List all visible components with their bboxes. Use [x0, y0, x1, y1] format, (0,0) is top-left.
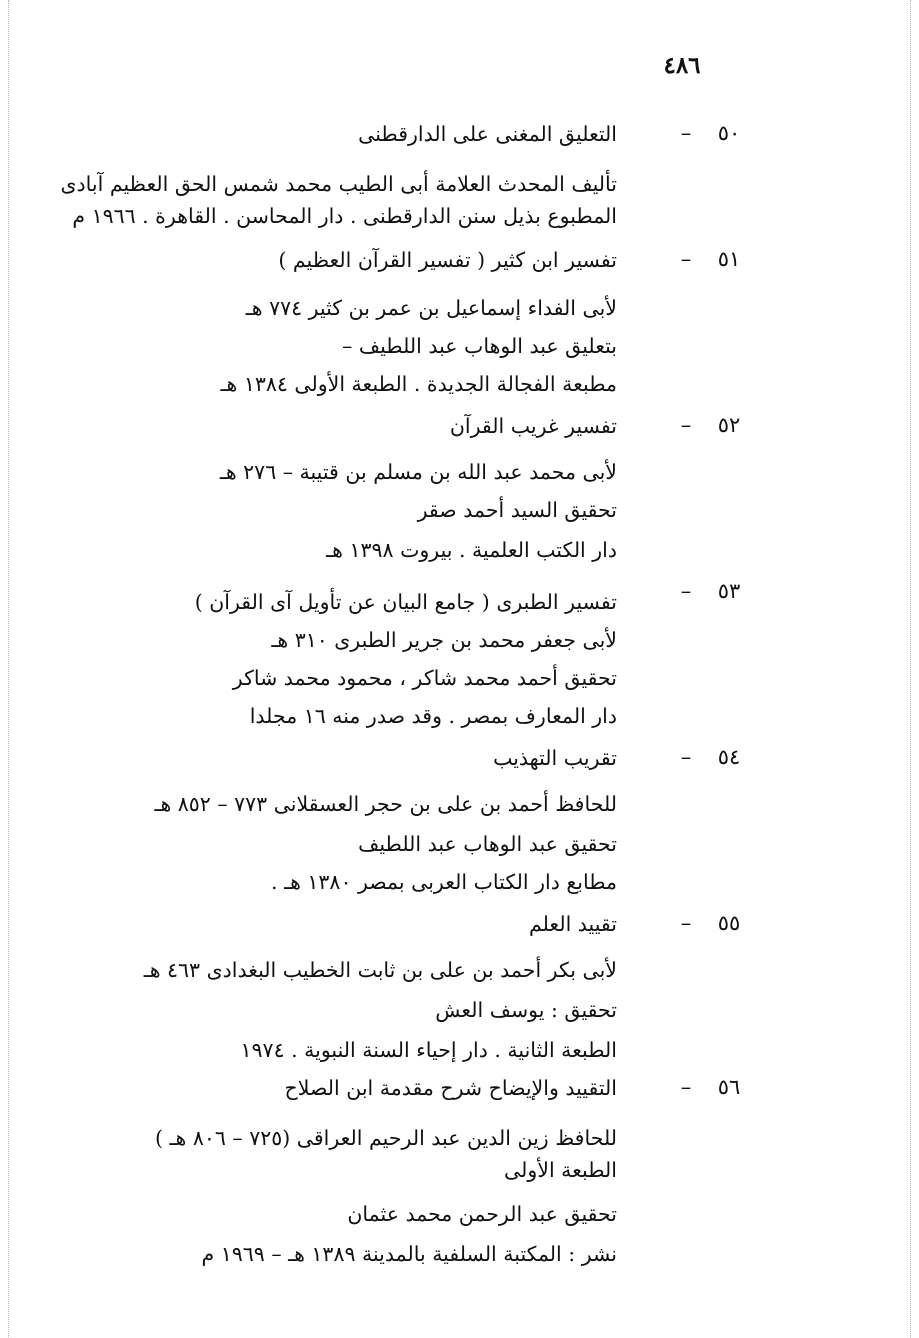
entry-line: بتعليق عبد الوهاب عبد اللطيف –: [342, 334, 617, 358]
entry-line: الطبعة الأولى: [504, 1158, 617, 1182]
entry-dash: –: [680, 579, 692, 603]
entry-line: تحقيق عبد الوهاب عبد اللطيف: [358, 832, 617, 856]
entry-line: دار المعارف بمصر . وقد صدر منه ١٦ مجلدا: [249, 704, 617, 728]
entry-line: للحافظ أحمد بن على بن حجر العسقلانى ٧٧٣ – ٨٥٢ هـ: [154, 792, 617, 816]
entry-line: نشر : المكتبة السلفية بالمدينة ١٣٨٩ هـ – ١٩٦٩ م: [201, 1242, 617, 1266]
entry-dash: –: [680, 745, 692, 769]
page-number: ٤٨٦: [663, 52, 701, 79]
entry-number: ٥٢: [717, 413, 741, 437]
entry-number: ٥٠: [717, 121, 741, 145]
entry-line: تأليف المحدث العلامة أبى الطيب محمد شمس الحق العظيم آبادى: [60, 172, 617, 196]
entry-title: تفسير الطبرى ( جامع البيان عن تأويل آى القرآن ): [194, 590, 617, 614]
entry-line: للحافظ زين الدين عبد الرحيم العراقى (٧٢٥ – ٨٠٦ هـ ): [155, 1126, 617, 1150]
entry-title: التعليق المغنى على الدارقطنى: [358, 122, 617, 146]
entry-line: مطابع دار الكتاب العربى بمصر ١٣٨٠ هـ .: [271, 870, 617, 894]
entry-line: تحقيق السيد أحمد صقر: [417, 498, 617, 522]
entry-number: ٥٣: [717, 579, 741, 603]
right-margin-dotted-line: [910, 0, 911, 1338]
entry-line: مطبعة الفجالة الجديدة . الطبعة الأولى ١٣٨٤ هـ: [220, 372, 617, 396]
entry-dash: –: [680, 121, 692, 145]
entry-number: ٥٦: [717, 1075, 741, 1099]
entry-line: تحقيق عبد الرحمن محمد عثمان: [347, 1202, 617, 1226]
entry-line: تحقيق أحمد محمد شاكر ، محمود محمد شاكر: [232, 666, 617, 690]
entry-title: تقريب التهذيب: [493, 746, 617, 770]
entry-line: لأبى جعفر محمد بن جرير الطبرى ٣١٠ هـ: [271, 628, 617, 652]
entry-dash: –: [680, 247, 692, 271]
entry-number: ٥٥: [717, 911, 741, 935]
entry-number: ٥٤: [717, 745, 741, 769]
entry-title: تفسير ابن كثير ( تفسير القرآن العظيم ): [278, 248, 617, 272]
entry-title: التقييد والإيضاح شرح مقدمة ابن الصلاح: [284, 1076, 617, 1100]
entry-line: لأبى الفداء إسماعيل بن عمر بن كثير ٧٧٤ هـ: [245, 296, 617, 320]
entry-line: الطبعة الثانية . دار إحياء السنة النبوية . ١٩٧٤: [240, 1038, 617, 1062]
entry-number: ٥١: [717, 247, 741, 271]
entry-line: لأبى بكر أحمد بن على بن ثابت الخطيب البغدادى ٤٦٣ هـ: [143, 958, 617, 982]
entry-dash: –: [680, 911, 692, 935]
entry-line: دار الكتب العلمية . بيروت ١٣٩٨ هـ: [326, 538, 617, 562]
entry-title: تفسير غريب القرآن: [449, 414, 617, 438]
entry-line: المطبوع بذيل سنن الدارقطنى . دار المحاسن . القاهرة . ١٩٦٦ م: [72, 204, 617, 228]
entry-line: لأبى محمد عبد الله بن مسلم بن قتيبة – ٢٧٦ هـ: [219, 460, 617, 484]
entry-dash: –: [680, 413, 692, 437]
entry-title: تقييد العلم: [529, 912, 617, 936]
entry-line: تحقيق : يوسف العش: [435, 998, 617, 1022]
entry-dash: –: [680, 1075, 692, 1099]
